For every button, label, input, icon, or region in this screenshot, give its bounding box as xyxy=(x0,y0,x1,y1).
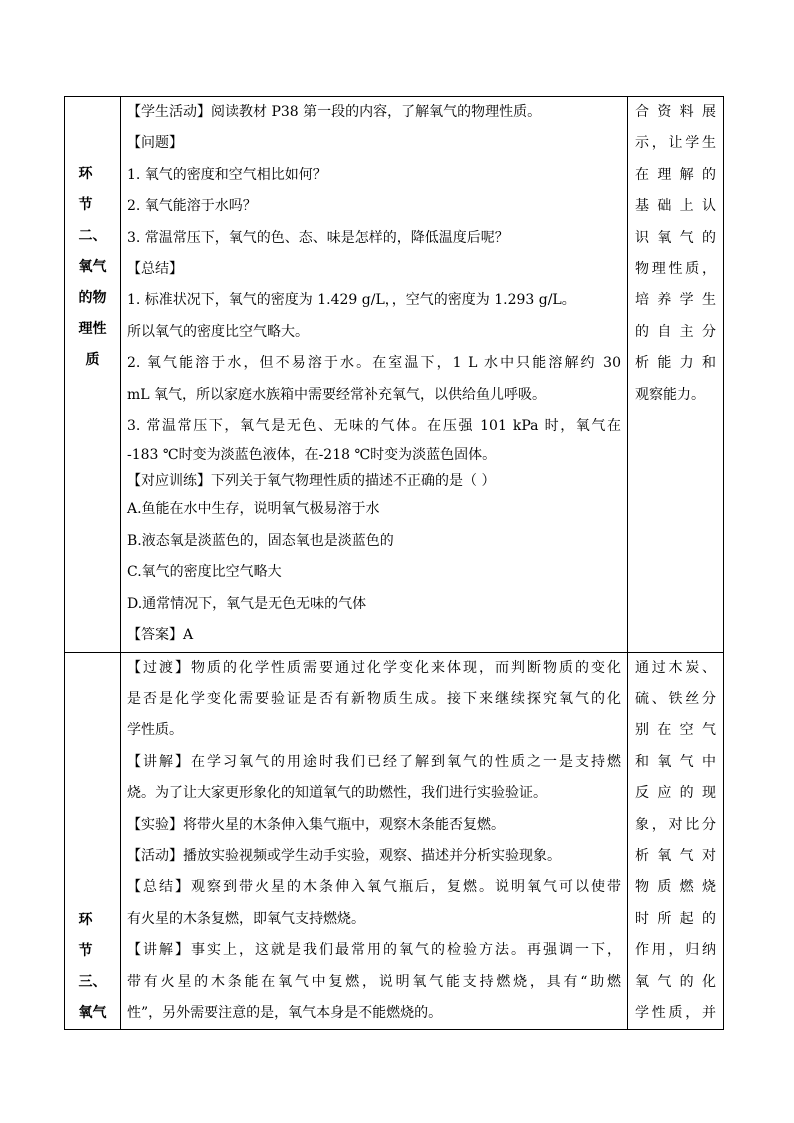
stage-cell-section-3 xyxy=(65,652,121,1030)
content-line: 带有火星的木条能在氧气中复燃，说明氧气能支持燃烧，具有“助燃 xyxy=(127,973,621,990)
note-line: 通过木炭、 xyxy=(635,659,716,676)
stage-label: 二、 xyxy=(78,228,107,244)
content-line: 【实验】将带火星的木条伸入集气瓶中，观察木条能否复燃。 xyxy=(127,816,505,833)
note-line: 析能力和 xyxy=(635,355,716,372)
content-line: 1. 氧气的密度和空气相比如何？ xyxy=(127,166,327,183)
content-line: 有火星的木条复燃，即氧气支持燃烧。 xyxy=(127,910,365,927)
note-line: 的自主分 xyxy=(635,323,716,340)
answer-option: B.液态氧是淡蓝色的，固态氧也是淡蓝色的 xyxy=(127,532,394,549)
answer-line: 【答案】A xyxy=(127,627,194,644)
content-line: 3. 常温常压下，氧气是无色、无味的气体。在压强 101 kPa 时，氧气在 xyxy=(127,418,621,435)
stage-char: 环节 xyxy=(78,912,107,960)
content-line: 【过渡】物质的化学性质需要通过化学变化来体现，而判断物质的变化 xyxy=(127,659,621,676)
content-cell-section-2 xyxy=(121,97,628,653)
content-line: 2. 氧气能溶于水，但不易溶于水。在室温下，1 L 水中只能溶解约 30 xyxy=(127,355,621,372)
answer-option: C.氧气的密度比空气略大 xyxy=(127,564,282,581)
note-line: 基础上认 xyxy=(635,198,716,215)
note-line: 在理解的 xyxy=(635,166,716,183)
stage-label: 三、 xyxy=(78,974,107,991)
content-line: 2. 氧气能溶于水吗？ xyxy=(127,198,257,215)
note-line: 析氧气对 xyxy=(635,847,716,864)
note-line: 合资料展 xyxy=(635,104,716,120)
note-line: 物质燃烧 xyxy=(635,879,716,896)
content-line: 【问题】 xyxy=(127,135,183,152)
content-cell-section-3 xyxy=(121,652,628,1030)
answer-option: A.鱼能在水中生存，说明氧气极易溶于水 xyxy=(127,501,380,518)
stage-label xyxy=(65,905,120,967)
stage-label xyxy=(65,159,120,221)
stage-cell-section-2 xyxy=(65,97,121,653)
lesson-plan-table xyxy=(64,96,724,1030)
note-line: 物理性质， xyxy=(635,261,716,278)
content-line: 【对应训练】下列关于氧气物理性质的描述不正确的是（ ） xyxy=(127,473,496,490)
content-line: mL 氧气，所以家庭水族箱中需要经常补充氧气，以供给鱼儿呼吸。 xyxy=(127,386,547,403)
content-line: 1. 标准状况下，氧气的密度为 1.429 g/L，，空气的密度为 1.293 g/L。 xyxy=(127,292,576,309)
table-row-section-3 xyxy=(65,652,724,1030)
note-cell-section-3 xyxy=(628,652,724,1030)
stage-label: 质 xyxy=(85,352,100,368)
answer-option: D.通常情况下，氧气是无色无味的气体 xyxy=(127,595,367,612)
content-line: 【讲解】事实上，这就是我们最常用的氧气的检验方法。再强调一下， xyxy=(127,942,621,959)
content-line: 3. 常温常压下，氧气的色、态、味是怎样的，降低温度后呢？ xyxy=(127,229,509,246)
note-line: 和氧气中 xyxy=(635,753,716,770)
content-line: 【活动】播放实验视频或学生动手实验，观察、描述并分析实验现象。 xyxy=(127,847,561,864)
content-line: 性”，另外需要注意的是，氧气本身是不能燃烧的。 xyxy=(127,1004,443,1021)
stage-char: 环节 xyxy=(78,166,107,213)
note-cell-section-2 xyxy=(628,97,724,653)
note-line: 反应的现 xyxy=(635,785,716,802)
content-line: 烧。为了让大家更形象化的知道氧气的助燃性，我们进行实验验证。 xyxy=(127,785,547,802)
note-line: 培养学生 xyxy=(635,292,716,309)
note-line: 识氧气的 xyxy=(635,229,716,246)
note-line: 示，让学生 xyxy=(635,135,716,152)
content-line: 学性质。 xyxy=(127,722,183,739)
content-line: 【总结】观察到带火星的木条伸入氧气瓶后，复燃。说明氧气可以使带 xyxy=(127,879,621,896)
note-line: 别在空气 xyxy=(635,722,716,739)
content-line: -183 ℃时变为淡蓝色液体，在-218 ℃时变为淡蓝色固体。 xyxy=(127,447,497,464)
stage-label: 氧气 xyxy=(78,259,107,275)
stage-label: 的物 xyxy=(78,290,107,306)
stage-label: 氧气 xyxy=(78,1005,107,1022)
content-line: 【讲解】在学习氧气的用途时我们已经了解到氧气的性质之一是支持燃 xyxy=(127,753,621,770)
note-line: 象，对比分 xyxy=(635,816,716,833)
content-line: 【总结】 xyxy=(127,261,183,278)
note-line: 氧气的化 xyxy=(635,973,716,990)
stage-label: 理性 xyxy=(78,321,107,337)
note-line: 硫、铁丝分 xyxy=(635,690,716,707)
note-line: 作用，归纳 xyxy=(635,942,716,959)
content-line: 所以氧气的密度比空气略大。 xyxy=(127,323,309,340)
content-line: 是否是化学变化需要验证是否有新物质生成。接下来继续探究氧气的化 xyxy=(127,690,621,707)
table-row-section-2 xyxy=(65,97,724,653)
note-line: 时所起的 xyxy=(635,910,716,927)
note-line: 观察能力。 xyxy=(635,386,705,403)
content-line: 【学生活动】阅读教材 P38 第一段的内容，了解氧气的物理性质。 xyxy=(127,104,542,120)
note-line: 学性质，并 xyxy=(635,1004,716,1021)
